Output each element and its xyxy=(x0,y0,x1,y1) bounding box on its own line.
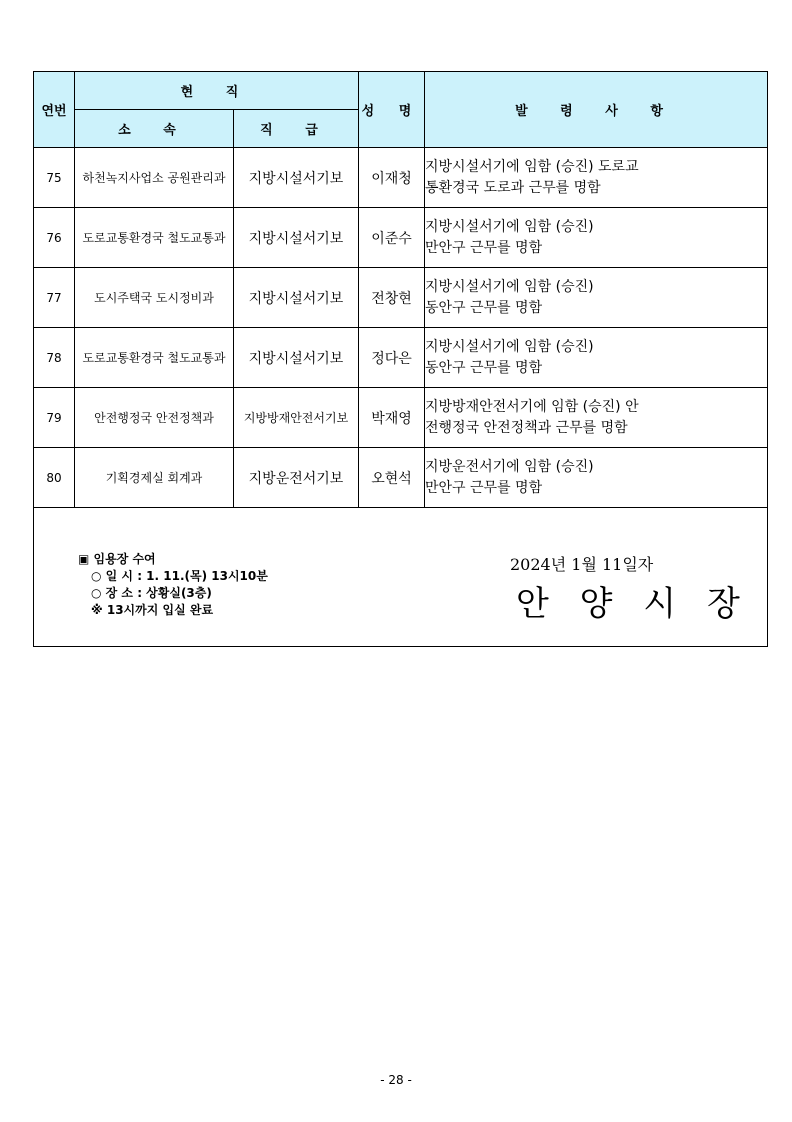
header-order: 발 령 사 항 xyxy=(425,72,768,148)
table-row xyxy=(34,448,768,508)
order-line: 지방시설서기에 임함 (승진) xyxy=(425,278,594,295)
row-rank: 지방시설서기보 xyxy=(234,328,359,388)
row-department: 하천녹지사업소 공원관리과 xyxy=(75,148,234,208)
row-department: 도시주택국 도시정비과 xyxy=(75,268,234,328)
row-name: 전창현 xyxy=(359,268,425,328)
row-rank: 지방시설서기보 xyxy=(234,208,359,268)
row-order xyxy=(425,268,768,328)
order-line: 지방시설서기에 임함 (승진) xyxy=(425,338,594,355)
row-number: 80 xyxy=(34,448,75,508)
order-line: 지방시설서기에 임함 (승진) 도로교 xyxy=(425,158,639,175)
table-row xyxy=(34,208,768,268)
row-department: 안전행정국 안전정책과 xyxy=(75,388,234,448)
row-name: 오현석 xyxy=(359,448,425,508)
row-order xyxy=(425,388,768,448)
ceremony-info xyxy=(78,551,268,619)
row-department: 기획경제실 회계과 xyxy=(75,448,234,508)
header-current-position: 현 직 xyxy=(75,72,359,110)
header-department: 소 속 xyxy=(75,110,234,148)
row-number: 76 xyxy=(34,208,75,268)
row-number: 75 xyxy=(34,148,75,208)
issue-date: 2024년 1월 11일자 xyxy=(510,555,654,574)
row-number: 78 xyxy=(34,328,75,388)
row-rank: 지방운전서기보 xyxy=(234,448,359,508)
row-rank: 지방시설서기보 xyxy=(234,148,359,208)
row-name: 정다은 xyxy=(359,328,425,388)
header-rank: 직 급 xyxy=(234,110,359,148)
order-line: 만안구 근무를 명함 xyxy=(425,479,543,496)
row-name: 이재청 xyxy=(359,148,425,208)
row-rank: 지방방재안전서기보 xyxy=(234,388,359,448)
row-number: 77 xyxy=(34,268,75,328)
order-line: 동안구 근무를 명함 xyxy=(425,299,543,316)
ceremony-place: ○ 장 소 : 상황실(3층) xyxy=(91,586,212,600)
ceremony-datetime: ○ 일 시 : 1. 11.(목) 13시10분 xyxy=(91,569,268,583)
row-department: 도로교통환경국 철도교통과 xyxy=(75,208,234,268)
table-row xyxy=(34,388,768,448)
ceremony-footer xyxy=(34,508,768,647)
row-rank: 지방시설서기보 xyxy=(234,268,359,328)
row-name: 이준수 xyxy=(359,208,425,268)
signer-title: 안 양 시 장 xyxy=(516,584,750,624)
row-order xyxy=(425,148,768,208)
row-order xyxy=(425,448,768,508)
row-name: 박재영 xyxy=(359,388,425,448)
row-order xyxy=(425,328,768,388)
header-seq: 연번 xyxy=(34,72,75,148)
table-row xyxy=(34,328,768,388)
order-line: 만안구 근무를 명함 xyxy=(425,239,543,256)
row-order xyxy=(425,208,768,268)
row-number: 79 xyxy=(34,388,75,448)
order-line: 동안구 근무를 명함 xyxy=(425,359,543,376)
order-line: 통환경국 도로과 근무를 명함 xyxy=(425,179,601,196)
table-row xyxy=(34,148,768,208)
order-line: 전행정국 안전정책과 근무를 명함 xyxy=(425,419,628,436)
table-row xyxy=(34,268,768,328)
order-line: 지방시설서기에 임함 (승진) xyxy=(425,218,594,235)
header-name: 성 명 xyxy=(359,72,425,148)
ceremony-title: ▣ 임용장 수여 xyxy=(78,552,156,566)
appointment-table xyxy=(33,71,768,647)
order-line: 지방방재안전서기에 임함 (승진) 안 xyxy=(425,398,639,415)
order-line: 지방운전서기에 임함 (승진) xyxy=(425,458,594,475)
ceremony-note: ※ 13시까지 입실 완료 xyxy=(91,603,214,617)
row-department: 도로교통환경국 철도교통과 xyxy=(75,328,234,388)
page-number: - 28 - xyxy=(380,1073,412,1087)
